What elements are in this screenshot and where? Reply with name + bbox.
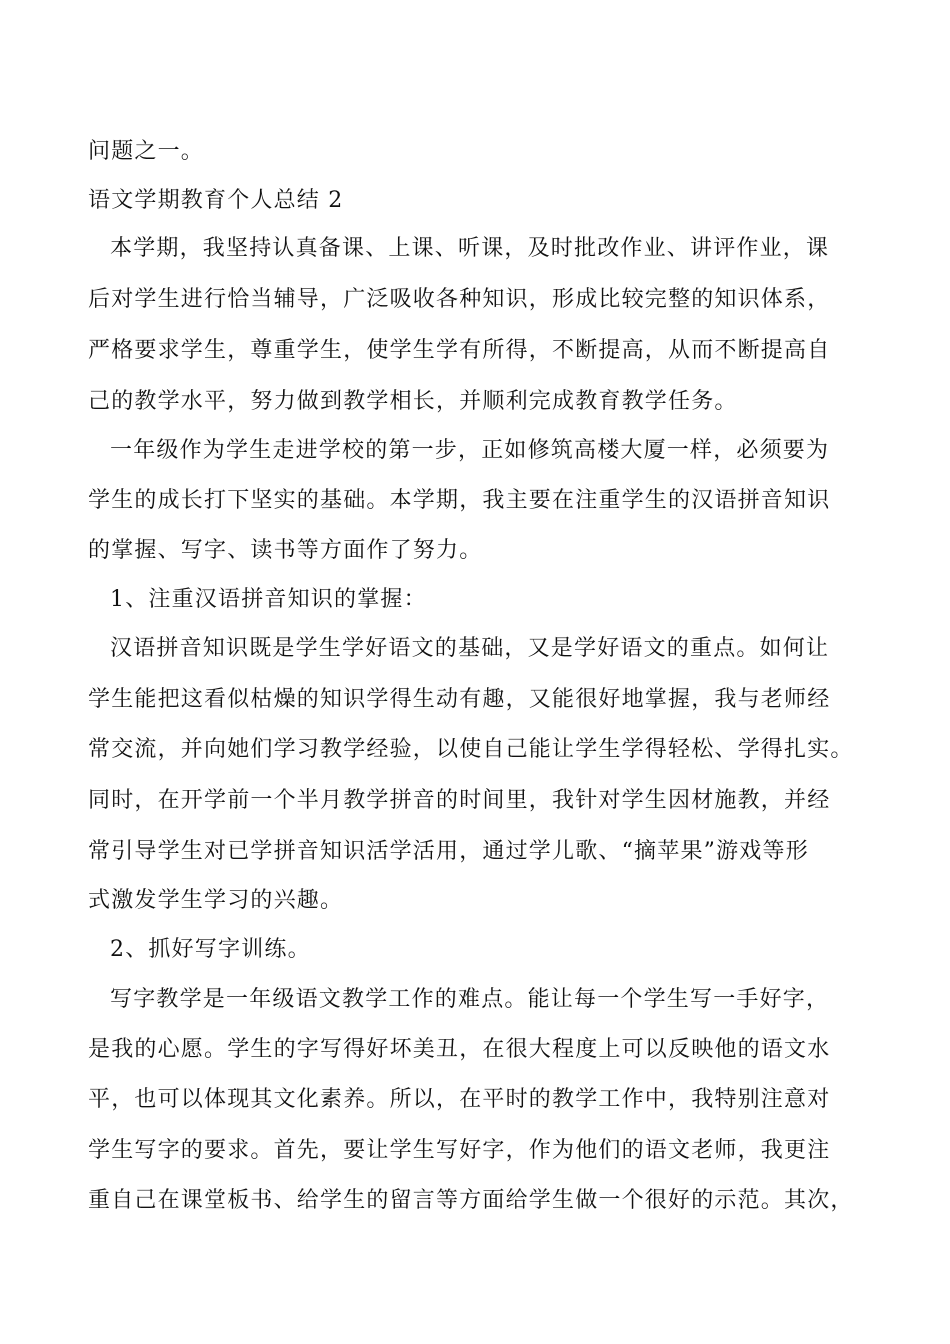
paragraph-line: 己的教学水平，努力做到教学相长，并顺利完成教育教学任务。 (88, 389, 738, 414)
body-text-line: 问题之一。 (88, 139, 205, 164)
paragraph-line: 的掌握、写字、读书等方面作了努力。 (88, 538, 483, 563)
paragraph-line: 汉语拼音知识既是学生学好语文的基础，又是学好语文的重点。如何让 (110, 636, 830, 661)
paragraph-line: 后对学生进行恰当辅导，广泛吸收各种知识，形成比较完整的知识体系， (88, 287, 831, 312)
paragraph-line: 重自己在课堂板书、给学生的留言等方面给学生做一个很好的示范。其次， (88, 1188, 854, 1213)
paragraph-line: 学生的成长打下坚实的基础。本学期，我主要在注重学生的汉语拼音知识 (88, 488, 831, 513)
paragraph-line: 同时，在开学前一个半月教学拼音的时间里，我针对学生因材施教，并经 (88, 788, 831, 813)
paragraph-line: 严格要求学生，尊重学生，使学生学有所得，不断提高，从而不断提高自 (88, 338, 831, 363)
paragraph-line: 学生能把这看似枯燥的知识学得生动有趣，又能很好地掌握，我与老师经 (88, 687, 831, 712)
paragraph-line: 学生写字的要求。首先，要让学生写好字，作为他们的语文老师，我更注 (88, 1138, 831, 1163)
paragraph-line: 是我的心愿。学生的字写得好坏美丑，在很大程度上可以反映他的语文水 (88, 1037, 831, 1062)
paragraph-line: 常引导学生对已学拼音知识活学活用，通过学儿歌、“摘苹果”游戏等形 (88, 839, 809, 864)
paragraph-line: 平，也可以体现其文化素养。所以，在平时的教学工作中，我特别注意对 (88, 1087, 831, 1112)
paragraph-line: 式激发学生学习的兴趣。 (88, 888, 344, 913)
list-heading: 1、注重汉语拼音知识的掌握： (110, 587, 427, 612)
paragraph-line: 一年级作为学生走进学校的第一步，正如修筑高楼大厦一样，必须要为 (110, 438, 830, 463)
list-heading: 2、抓好写字训练。 (110, 937, 311, 962)
section-heading: 语文学期教育个人总结 2 (88, 188, 344, 213)
paragraph-line: 写字教学是一年级语文教学工作的难点。能让每一个学生写一手好字， (110, 987, 830, 1012)
paragraph-line: 本学期，我坚持认真备课、上课、听课，及时批改作业、讲评作业，课 (110, 236, 830, 261)
paragraph-line: 常交流，并向她们学习教学经验，以使自己能让学生学得轻松、学得扎实。 (88, 737, 854, 762)
